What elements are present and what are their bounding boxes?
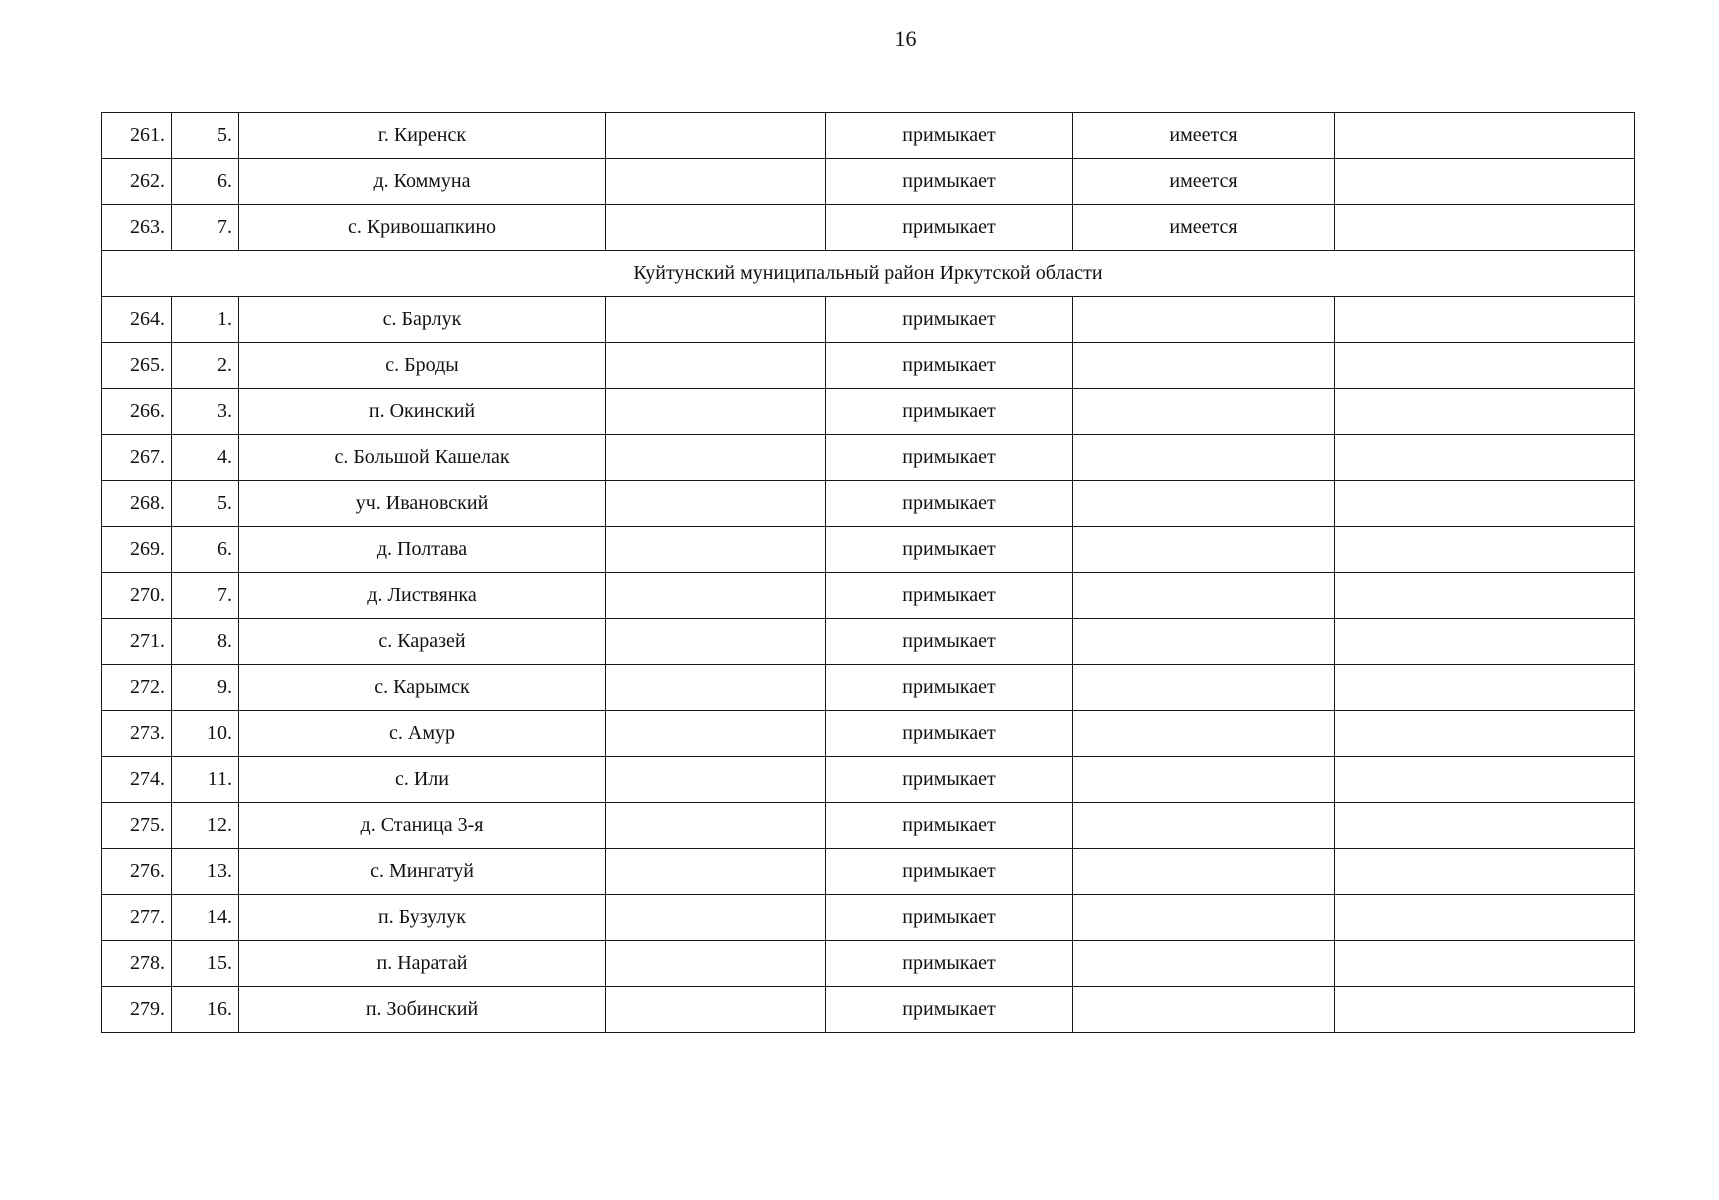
availability-cell: имеется	[1073, 205, 1335, 251]
row-index-cell: 5.	[172, 113, 239, 159]
column-7-cell	[1335, 297, 1635, 343]
row-number-cell: 275.	[102, 803, 172, 849]
column-4-cell	[606, 757, 826, 803]
column-7-cell	[1335, 113, 1635, 159]
column-4-cell	[606, 573, 826, 619]
settlement-name-cell: д. Коммуна	[239, 159, 606, 205]
adjacency-cell: примыкает	[826, 619, 1073, 665]
settlement-name-cell: д. Полтава	[239, 527, 606, 573]
availability-cell	[1073, 435, 1335, 481]
row-number-cell: 271.	[102, 619, 172, 665]
adjacency-cell: примыкает	[826, 159, 1073, 205]
settlement-name-cell: д. Станица 3-я	[239, 803, 606, 849]
table-row	[102, 941, 1635, 987]
row-index-cell: 12.	[172, 803, 239, 849]
table-row	[102, 987, 1635, 1033]
row-number-cell: 270.	[102, 573, 172, 619]
column-7-cell	[1335, 803, 1635, 849]
row-number-cell: 268.	[102, 481, 172, 527]
adjacency-cell: примыкает	[826, 297, 1073, 343]
row-index-cell: 16.	[172, 987, 239, 1033]
column-7-cell	[1335, 665, 1635, 711]
row-index-cell: 7.	[172, 573, 239, 619]
column-7-cell	[1335, 159, 1635, 205]
column-7-cell	[1335, 205, 1635, 251]
row-index-cell: 10.	[172, 711, 239, 757]
column-4-cell	[606, 159, 826, 205]
availability-cell	[1073, 527, 1335, 573]
table-row	[102, 297, 1635, 343]
availability-cell: имеется	[1073, 159, 1335, 205]
table-row	[102, 159, 1635, 205]
row-number-cell: 279.	[102, 987, 172, 1033]
column-7-cell	[1335, 849, 1635, 895]
column-7-cell	[1335, 987, 1635, 1033]
availability-cell	[1073, 987, 1335, 1033]
column-4-cell	[606, 987, 826, 1033]
settlement-name-cell: п. Бузулук	[239, 895, 606, 941]
row-number-cell: 264.	[102, 297, 172, 343]
column-7-cell	[1335, 343, 1635, 389]
adjacency-cell: примыкает	[826, 481, 1073, 527]
adjacency-cell: примыкает	[826, 757, 1073, 803]
row-number-cell: 274.	[102, 757, 172, 803]
settlement-name-cell: с. Амур	[239, 711, 606, 757]
adjacency-cell: примыкает	[826, 849, 1073, 895]
table-row	[102, 665, 1635, 711]
availability-cell	[1073, 757, 1335, 803]
table-row	[102, 849, 1635, 895]
settlement-name-cell: с. Мингатуй	[239, 849, 606, 895]
adjacency-cell: примыкает	[826, 205, 1073, 251]
settlement-name-cell: с. Большой Кашелак	[239, 435, 606, 481]
row-index-cell: 7.	[172, 205, 239, 251]
row-index-cell: 15.	[172, 941, 239, 987]
settlements-table	[101, 112, 1635, 1033]
settlement-name-cell: г. Киренск	[239, 113, 606, 159]
table-row	[102, 619, 1635, 665]
availability-cell	[1073, 573, 1335, 619]
row-number-cell: 276.	[102, 849, 172, 895]
availability-cell	[1073, 481, 1335, 527]
availability-cell	[1073, 297, 1335, 343]
row-number-cell: 266.	[102, 389, 172, 435]
adjacency-cell: примыкает	[826, 711, 1073, 757]
column-4-cell	[606, 343, 826, 389]
table-row	[102, 343, 1635, 389]
column-4-cell	[606, 527, 826, 573]
column-4-cell	[606, 389, 826, 435]
row-index-cell: 11.	[172, 757, 239, 803]
column-4-cell	[606, 619, 826, 665]
availability-cell	[1073, 941, 1335, 987]
settlement-name-cell: с. Броды	[239, 343, 606, 389]
column-7-cell	[1335, 481, 1635, 527]
availability-cell	[1073, 389, 1335, 435]
column-4-cell	[606, 803, 826, 849]
availability-cell	[1073, 619, 1335, 665]
column-7-cell	[1335, 435, 1635, 481]
table-row	[102, 895, 1635, 941]
column-4-cell	[606, 895, 826, 941]
row-index-cell: 13.	[172, 849, 239, 895]
row-index-cell: 6.	[172, 527, 239, 573]
column-7-cell	[1335, 619, 1635, 665]
settlement-name-cell: с. Или	[239, 757, 606, 803]
table-row	[102, 757, 1635, 803]
column-4-cell	[606, 481, 826, 527]
availability-cell	[1073, 895, 1335, 941]
row-index-cell: 6.	[172, 159, 239, 205]
table-body	[102, 113, 1635, 1033]
row-number-cell: 273.	[102, 711, 172, 757]
row-number-cell: 267.	[102, 435, 172, 481]
column-7-cell	[1335, 389, 1635, 435]
column-4-cell	[606, 665, 826, 711]
row-index-cell: 2.	[172, 343, 239, 389]
row-number-cell: 262.	[102, 159, 172, 205]
settlement-name-cell: с. Карымск	[239, 665, 606, 711]
adjacency-cell: примыкает	[826, 573, 1073, 619]
page-number: 16	[894, 26, 917, 51]
row-number-cell: 265.	[102, 343, 172, 389]
settlement-name-cell: с. Барлук	[239, 297, 606, 343]
adjacency-cell: примыкает	[826, 527, 1073, 573]
row-number-cell: 261.	[102, 113, 172, 159]
row-index-cell: 5.	[172, 481, 239, 527]
adjacency-cell: примыкает	[826, 895, 1073, 941]
settlement-name-cell: п. Наратай	[239, 941, 606, 987]
column-7-cell	[1335, 895, 1635, 941]
row-number-cell: 277.	[102, 895, 172, 941]
availability-cell	[1073, 803, 1335, 849]
section-header-row	[102, 251, 1635, 297]
row-index-cell: 8.	[172, 619, 239, 665]
column-4-cell	[606, 711, 826, 757]
adjacency-cell: примыкает	[826, 987, 1073, 1033]
column-7-cell	[1335, 711, 1635, 757]
row-index-cell: 9.	[172, 665, 239, 711]
adjacency-cell: примыкает	[826, 941, 1073, 987]
row-number-cell: 269.	[102, 527, 172, 573]
row-number-cell: 263.	[102, 205, 172, 251]
column-4-cell	[606, 941, 826, 987]
row-index-cell: 1.	[172, 297, 239, 343]
row-number-cell: 278.	[102, 941, 172, 987]
table-row	[102, 711, 1635, 757]
table-row	[102, 389, 1635, 435]
row-number-cell: 272.	[102, 665, 172, 711]
row-index-cell: 14.	[172, 895, 239, 941]
adjacency-cell: примыкает	[826, 389, 1073, 435]
column-7-cell	[1335, 757, 1635, 803]
row-index-cell: 3.	[172, 389, 239, 435]
table-row	[102, 113, 1635, 159]
table-row	[102, 481, 1635, 527]
settlement-name-cell: п. Окинский	[239, 389, 606, 435]
settlement-name-cell: д. Листвянка	[239, 573, 606, 619]
adjacency-cell: примыкает	[826, 343, 1073, 389]
adjacency-cell: примыкает	[826, 803, 1073, 849]
availability-cell	[1073, 665, 1335, 711]
table-row	[102, 435, 1635, 481]
settlement-name-cell: уч. Ивановский	[239, 481, 606, 527]
adjacency-cell: примыкает	[826, 435, 1073, 481]
column-4-cell	[606, 849, 826, 895]
settlement-name-cell: с. Кривошапкино	[239, 205, 606, 251]
settlement-name-cell: с. Каразей	[239, 619, 606, 665]
column-4-cell	[606, 205, 826, 251]
column-7-cell	[1335, 941, 1635, 987]
column-4-cell	[606, 297, 826, 343]
column-7-cell	[1335, 573, 1635, 619]
adjacency-cell: примыкает	[826, 113, 1073, 159]
column-4-cell	[606, 113, 826, 159]
table-row	[102, 573, 1635, 619]
section-title: Куйтунский муниципальный район Иркутской области	[102, 251, 1635, 297]
adjacency-cell: примыкает	[826, 665, 1073, 711]
availability-cell	[1073, 849, 1335, 895]
table-row	[102, 205, 1635, 251]
column-7-cell	[1335, 527, 1635, 573]
availability-cell	[1073, 711, 1335, 757]
table-row	[102, 803, 1635, 849]
settlement-name-cell: п. Зобинский	[239, 987, 606, 1033]
table-row	[102, 527, 1635, 573]
availability-cell: имеется	[1073, 113, 1335, 159]
column-4-cell	[606, 435, 826, 481]
row-index-cell: 4.	[172, 435, 239, 481]
availability-cell	[1073, 343, 1335, 389]
